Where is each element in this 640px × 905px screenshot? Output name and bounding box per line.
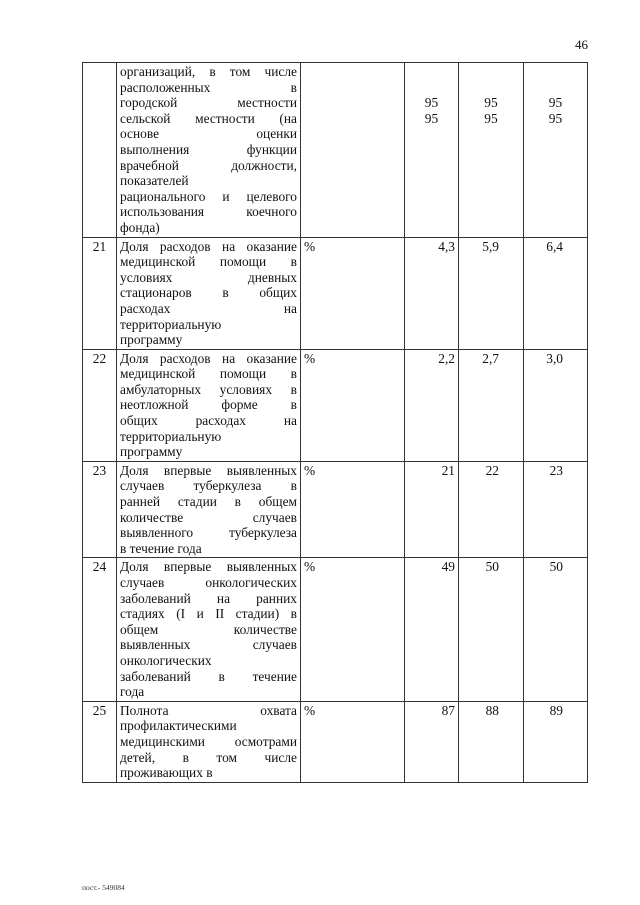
indicator-name-line: расходах на (120, 300, 297, 316)
indicator-name-line: программу (120, 332, 183, 348)
indicator-name (117, 63, 301, 238)
unit-of-measure: % (301, 701, 405, 782)
indicator-name-line: детей, в том числе (120, 749, 297, 765)
value-year-2: 95 95 (459, 63, 524, 238)
indicator-name-line: стационаров в общих (120, 285, 297, 301)
indicator-name-line: стадиях (I и II стадии) в (120, 606, 297, 622)
indicator-name-line: фонда) (120, 219, 160, 235)
indicator-name-line: случаев онкологических (120, 575, 297, 590)
indicator-name-line: медицинской помощи в (120, 366, 297, 382)
indicator-name-line: условиях дневных (120, 269, 297, 285)
row-number: 23 (83, 461, 117, 558)
indicators-table (82, 62, 588, 783)
indicator-name-line: Доля расходов на оказание (120, 238, 297, 254)
indicator-name-line: городской местности (120, 95, 297, 111)
table-row (83, 63, 588, 238)
indicator-name-line: рационального и целевого (120, 188, 297, 204)
value-year-2: 2,7 (459, 349, 524, 461)
indicator-name-line: территориальную (120, 428, 222, 444)
value-year-1: 49 (405, 558, 459, 701)
indicator-name-line: расположенных в (120, 79, 297, 95)
row-number: 22 (83, 349, 117, 461)
indicator-name-line: территориальную (120, 316, 222, 332)
indicator-name-line: заболеваний в течение (120, 668, 297, 684)
indicator-name-line: медицинской помощи в (120, 254, 297, 270)
indicator-name-line: использования коечного (120, 204, 297, 220)
indicator-name-line: года (120, 684, 145, 700)
indicators-table-body (83, 63, 588, 783)
value-year-3: 23 (524, 461, 588, 558)
indicator-name-line: медицинскими осмотрами (120, 733, 297, 749)
indicator-name-line: общем количестве (120, 621, 297, 637)
unit-of-measure: % (301, 349, 405, 461)
value-year-3: 3,0 (524, 349, 588, 461)
table-row (83, 701, 588, 782)
value-year-3: 89 (524, 701, 588, 782)
value-year-1: 21 (405, 461, 459, 558)
indicator-name-line: неотложной форме в (120, 397, 297, 413)
indicator-name-line: случаев туберкулеза в (120, 478, 297, 494)
indicator-name-line: амбулаторных условиях в (120, 381, 297, 397)
indicator-name-line: выполнения функции (120, 141, 297, 157)
indicator-name-line: Доля впервые выявленных (120, 559, 297, 575)
row-number: 25 (83, 701, 117, 782)
value-year-1: 4,3 (405, 237, 459, 349)
indicator-name-line: ранней стадии в общем (120, 494, 297, 510)
indicator-name-line: сельской местности (на (120, 110, 297, 126)
indicator-name-line: в течение года (120, 540, 202, 556)
indicator-name-line: общих расходах на (120, 413, 297, 429)
indicator-name-line: Доля расходов на оказание (120, 350, 297, 366)
value-year-3: 50 (524, 558, 588, 701)
value-year-3: 95 95 (524, 63, 588, 238)
indicator-name-line: показателей (120, 173, 189, 189)
table-row (83, 349, 588, 461)
indicator-name-line: проживающих в (120, 765, 213, 781)
page-number: 46 (575, 37, 588, 52)
indicator-name (117, 558, 301, 701)
table-row (83, 237, 588, 349)
indicator-name-line: онкологических (120, 652, 212, 668)
row-number (83, 63, 117, 238)
indicator-name-line: программу (120, 444, 183, 460)
indicator-name-line: заболеваний на ранних (120, 590, 297, 606)
value-year-2: 88 (459, 701, 524, 782)
value-year-1: 2,2 (405, 349, 459, 461)
document-footer-code: пост.- 549084 (82, 883, 125, 892)
indicator-name (117, 237, 301, 349)
value-year-2: 50 (459, 558, 524, 701)
indicator-name-line: врачебной должности, (120, 157, 297, 173)
indicator-name-line: основе оценки (120, 126, 297, 142)
value-year-1: 95 95 (405, 63, 459, 238)
row-number: 24 (83, 558, 117, 701)
indicator-name (117, 701, 301, 782)
unit-of-measure: % (301, 237, 405, 349)
table-row (83, 558, 588, 701)
indicator-name-line: количестве случаев (120, 509, 297, 525)
unit-of-measure: % (301, 461, 405, 558)
indicator-name-line: профилактическими (120, 718, 237, 734)
indicator-name (117, 461, 301, 558)
unit-of-measure (301, 63, 405, 238)
unit-of-measure: % (301, 558, 405, 701)
indicator-name-line: Полнота охвата (120, 702, 297, 718)
value-year-2: 5,9 (459, 237, 524, 349)
value-year-2: 22 (459, 461, 524, 558)
value-year-3: 6,4 (524, 237, 588, 349)
indicator-name-line: выявленных случаев (120, 637, 297, 653)
row-number: 21 (83, 237, 117, 349)
indicator-name-line: организаций, в том числе (120, 64, 297, 79)
value-year-1: 87 (405, 701, 459, 782)
indicator-name-line: выявленного туберкулеза (120, 525, 297, 541)
indicator-name (117, 349, 301, 461)
indicator-name-line: Доля впервые выявленных (120, 462, 297, 478)
table-row (83, 461, 588, 558)
